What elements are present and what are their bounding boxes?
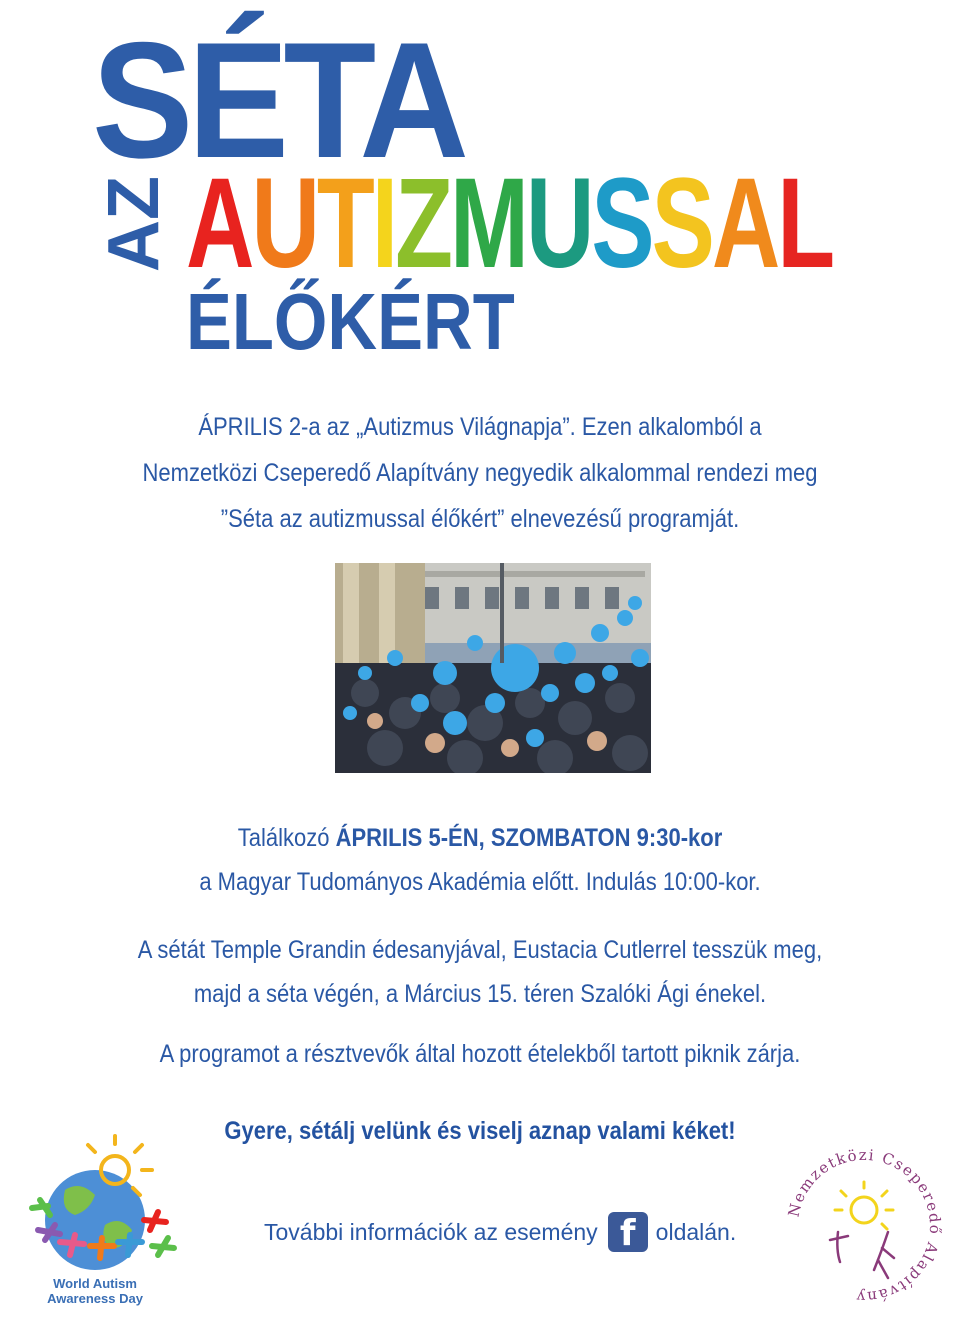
crowd-balloons-image: [335, 563, 651, 773]
intro-line: Nemzetközi Cseperedő Alapítvány negyedik alkalommal rendezi meg: [142, 459, 818, 487]
meeting-info: [0, 816, 960, 904]
foundation-logo: [778, 1140, 950, 1312]
cta-line: Gyere, sétálj velünk és viselj aznap valami kéket!: [224, 1117, 736, 1145]
picnic-line: A programot a résztvevők által hozott ételekből tartott piknik zárja.: [159, 1040, 801, 1068]
intro-paragraph: [0, 404, 960, 542]
waad-caption: [20, 1276, 170, 1306]
title-letter: I: [371, 152, 396, 295]
title-letter: L: [777, 152, 833, 295]
title-letter: S: [651, 152, 712, 295]
title-autizmussal: [186, 152, 833, 295]
title-az: AZ: [94, 176, 174, 272]
title-letter: U: [525, 152, 592, 295]
more-info: [264, 1208, 736, 1256]
intro-line: ÁPRILIS 2-a az „Autizmus Világnapja”. Ezen alkalomból a: [198, 413, 762, 441]
title-letter: S: [591, 152, 652, 295]
picnic-info: [0, 1040, 960, 1069]
meeting-location: a Magyar Tudományos Akadémia előtt. Indulás 10:00-kor.: [199, 868, 761, 896]
title-letter: Z: [395, 152, 451, 295]
title-elokert: ÉLŐKÉRT: [186, 277, 515, 366]
meeting-line: [58, 816, 903, 860]
title-seta: SÉTA: [92, 8, 464, 192]
walk-line: A sétát Temple Grandin édesanyjával, Eustacia Cutlerrel tesszük meg,: [137, 936, 823, 964]
foundation-name-text: Nemzetközi Cseperedő Alapítvány: [784, 1145, 945, 1307]
meeting-date: ÁPRILIS 5-ÉN, SZOMBATON 9:30-kor: [335, 824, 723, 852]
foundation-seal-icon: [778, 1140, 950, 1312]
event-photo: [335, 563, 651, 773]
facebook-icon[interactable]: f: [608, 1212, 648, 1252]
meeting-prefix: Találkozó: [237, 824, 336, 852]
more-info-suffix: oldalán.: [655, 1218, 737, 1245]
title-letter: M: [450, 152, 526, 295]
walk-info: [0, 928, 960, 1016]
intro-line: ”Séta az autizmussal élőkért” elnevezésű programját.: [220, 505, 740, 533]
more-info-text: További információk az esemény: [264, 1218, 598, 1245]
title-letter: U: [251, 152, 317, 295]
title-letter: T: [316, 152, 372, 295]
walk-line: majd a séta végén, a Március 15. téren Szalóki Ági énekel.: [193, 980, 767, 1008]
title-letter: A: [186, 152, 252, 295]
waad-line: World Autism: [53, 1276, 137, 1291]
title-letter: A: [711, 152, 778, 295]
globe-icon: [20, 1130, 180, 1280]
waad-line: Awareness Day: [47, 1291, 143, 1306]
